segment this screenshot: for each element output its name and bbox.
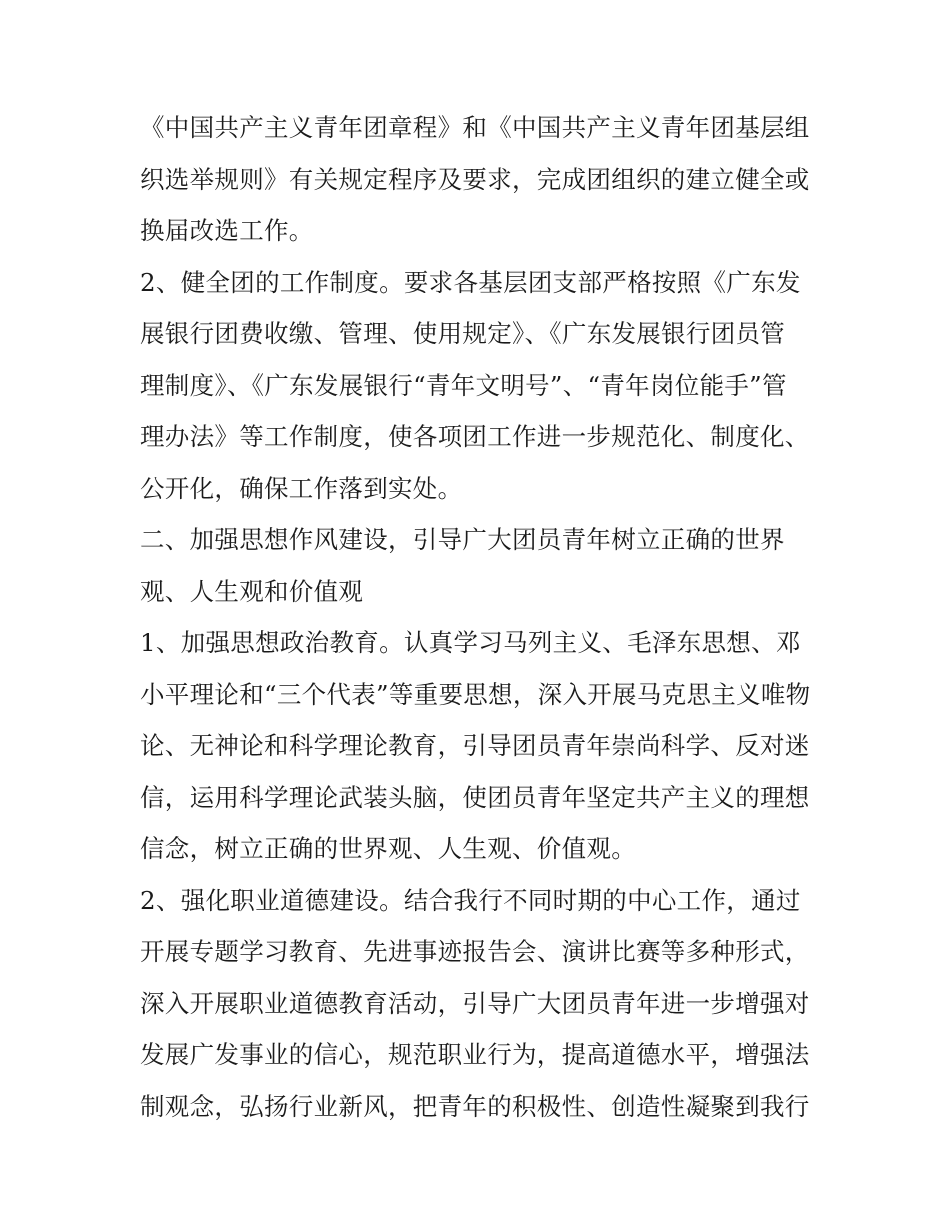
text-line: 小平理论和“三个代表”等重要思想，深入开展马克思主义唯物 — [140, 680, 811, 709]
section-heading-line: 观、人生观和价值观 — [140, 577, 364, 606]
text-line: 织选举规则》有关规定程序及要求，完成团组织的建立健全或 — [140, 165, 810, 194]
text-line: 展银行团费收缴、管理、使用规定》、《广东发展银行团员管 — [140, 319, 786, 348]
text-line: 论、无神论和科学理论教育，引导团员青年崇尚科学、反对迷 — [140, 731, 810, 760]
text-line: 理制度》、《广东发展银行“青年文明号”、“青年岗位能手”管 — [140, 371, 787, 400]
text-line: 制观念，弘扬行业新风，把青年的积极性、创造性凝聚到我行 — [140, 1092, 810, 1121]
section-heading-line: 二、加强思想作风建设，引导广大团员青年树立正确的世界 — [140, 525, 785, 554]
text-line: 信念，树立正确的世界观、人生观、价值观。 — [140, 834, 636, 863]
text-line: 发展广发事业的信心，规范职业行为，提高道德水平，增强法 — [140, 1040, 810, 1069]
text-line: 2、健全团的工作制度。要求各基层团支部严格按照《广东发 — [140, 268, 801, 297]
text-line: 1、加强思想政治教育。认真学习马列主义、毛泽东思想、邓 — [140, 628, 801, 657]
text-line: 开展专题学习教育、先进事迹报告会、演讲比赛等多种形式， — [140, 937, 810, 966]
text-line: 换届改选工作。 — [140, 216, 314, 245]
text-line: 《中国共产主义青年团章程》和《中国共产主义青年团基层组 — [140, 113, 810, 142]
text-line: 信，运用科学理论武装头脑，使团员青年坚定共产主义的理想 — [140, 783, 810, 812]
text-line: 2、强化职业道德建设。结合我行不同时期的中心工作，通过 — [140, 886, 801, 915]
text-line: 公开化，确保工作落到实处。 — [140, 474, 463, 503]
text-line: 深入开展职业道德教育活动，引导广大团员青年进一步增强对 — [140, 989, 810, 1018]
text-line: 理办法》等工作制度，使各项团工作进一步规范化、制度化、 — [140, 422, 810, 451]
